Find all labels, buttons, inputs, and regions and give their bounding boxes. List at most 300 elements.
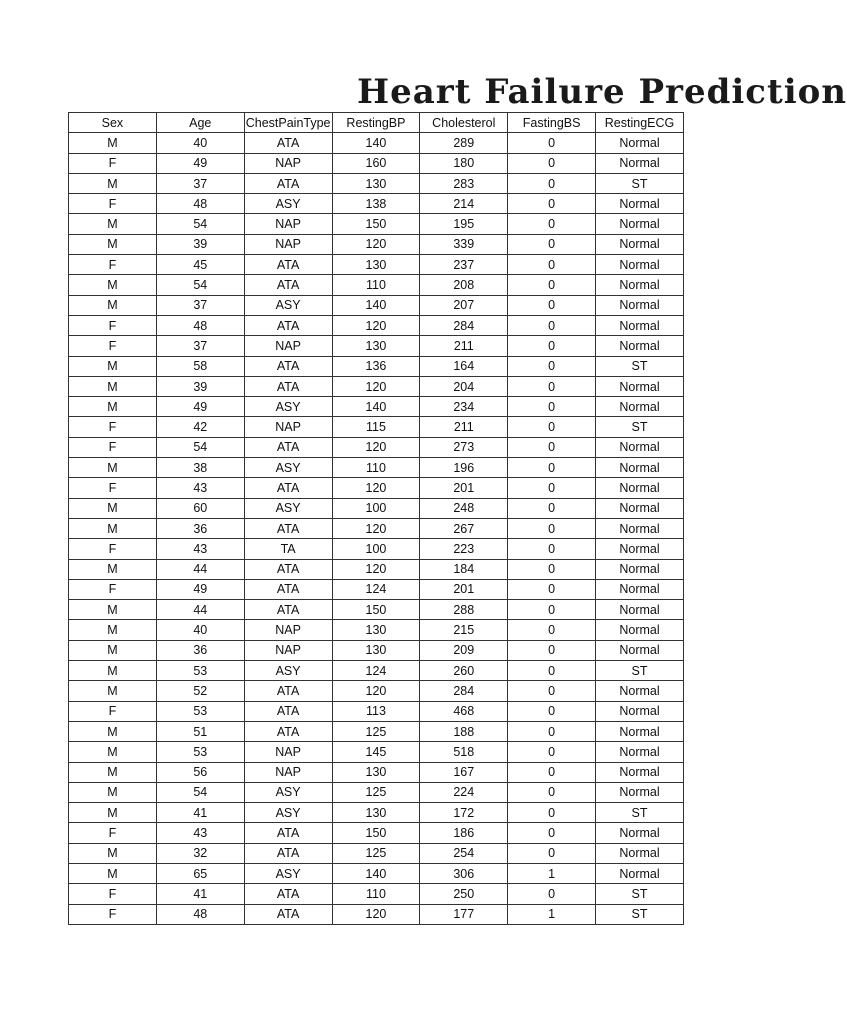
table-cell: 36 bbox=[156, 640, 244, 660]
table-cell: F bbox=[69, 539, 157, 559]
table-cell: 0 bbox=[508, 579, 596, 599]
table-cell: 184 bbox=[420, 559, 508, 579]
table-cell: F bbox=[69, 904, 157, 924]
table-row bbox=[69, 255, 684, 275]
table-cell: ATA bbox=[244, 518, 332, 538]
table-cell: F bbox=[69, 579, 157, 599]
table-row bbox=[69, 315, 684, 335]
table-cell: Normal bbox=[596, 275, 684, 295]
table-cell: 48 bbox=[156, 904, 244, 924]
table-cell: 0 bbox=[508, 782, 596, 802]
table-cell: NAP bbox=[244, 742, 332, 762]
table-row bbox=[69, 803, 684, 823]
table-cell: ASY bbox=[244, 295, 332, 315]
table-cell: 0 bbox=[508, 376, 596, 396]
table-cell: M bbox=[69, 458, 157, 478]
table-cell: 39 bbox=[156, 234, 244, 254]
table-cell: NAP bbox=[244, 762, 332, 782]
table-cell: 254 bbox=[420, 843, 508, 863]
table-row bbox=[69, 376, 684, 396]
table-cell: 164 bbox=[420, 356, 508, 376]
table-cell: Normal bbox=[596, 559, 684, 579]
table-cell: M bbox=[69, 843, 157, 863]
table-cell: NAP bbox=[244, 234, 332, 254]
table-cell: F bbox=[69, 478, 157, 498]
document-title: Heart Failure Prediction bbox=[357, 72, 847, 112]
table-cell: ATA bbox=[244, 376, 332, 396]
table-cell: M bbox=[69, 681, 157, 701]
table-cell: 136 bbox=[332, 356, 420, 376]
table-cell: 41 bbox=[156, 803, 244, 823]
table-cell: F bbox=[69, 417, 157, 437]
table-cell: ATA bbox=[244, 681, 332, 701]
table-row bbox=[69, 397, 684, 417]
table-cell: 0 bbox=[508, 194, 596, 214]
table-cell: 0 bbox=[508, 518, 596, 538]
table-cell: M bbox=[69, 214, 157, 234]
data-table bbox=[68, 112, 684, 925]
table-cell: Normal bbox=[596, 701, 684, 721]
table-cell: ATA bbox=[244, 478, 332, 498]
table-row bbox=[69, 194, 684, 214]
table-cell: 120 bbox=[332, 315, 420, 335]
table-cell: 167 bbox=[420, 762, 508, 782]
table-cell: 0 bbox=[508, 336, 596, 356]
table-cell: 211 bbox=[420, 336, 508, 356]
table-cell: 40 bbox=[156, 133, 244, 153]
table-cell: 115 bbox=[332, 417, 420, 437]
table-row bbox=[69, 600, 684, 620]
table-row bbox=[69, 275, 684, 295]
table-row bbox=[69, 904, 684, 924]
table-cell: M bbox=[69, 133, 157, 153]
table-cell: Normal bbox=[596, 539, 684, 559]
table-cell: 42 bbox=[156, 417, 244, 437]
table-cell: 250 bbox=[420, 884, 508, 904]
table-cell: 234 bbox=[420, 397, 508, 417]
table-cell: Normal bbox=[596, 234, 684, 254]
title-clip bbox=[300, 70, 847, 112]
table-row bbox=[69, 843, 684, 863]
table-cell: ATA bbox=[244, 823, 332, 843]
table-cell: ASY bbox=[244, 782, 332, 802]
table-row bbox=[69, 681, 684, 701]
table-cell: 260 bbox=[420, 661, 508, 681]
table-cell: ATA bbox=[244, 884, 332, 904]
table-cell: NAP bbox=[244, 336, 332, 356]
table-cell: 32 bbox=[156, 843, 244, 863]
table-cell: NAP bbox=[244, 620, 332, 640]
table-cell: 0 bbox=[508, 701, 596, 721]
table-cell: ATA bbox=[244, 275, 332, 295]
table-cell: 0 bbox=[508, 742, 596, 762]
table-cell: 125 bbox=[332, 721, 420, 741]
table-cell: Normal bbox=[596, 762, 684, 782]
table-cell: 140 bbox=[332, 133, 420, 153]
table-row bbox=[69, 559, 684, 579]
table-cell: M bbox=[69, 640, 157, 660]
table-cell: F bbox=[69, 823, 157, 843]
table-cell: 468 bbox=[420, 701, 508, 721]
table-cell: 37 bbox=[156, 295, 244, 315]
table-row bbox=[69, 742, 684, 762]
table-cell: Normal bbox=[596, 133, 684, 153]
table-cell: ATA bbox=[244, 721, 332, 741]
table-cell: 0 bbox=[508, 295, 596, 315]
table-row bbox=[69, 437, 684, 457]
table-row bbox=[69, 762, 684, 782]
table-row bbox=[69, 863, 684, 883]
table-cell: ATA bbox=[244, 356, 332, 376]
table-row bbox=[69, 417, 684, 437]
table-cell: ASY bbox=[244, 194, 332, 214]
table-cell: 267 bbox=[420, 518, 508, 538]
table-cell: M bbox=[69, 762, 157, 782]
table-cell: 0 bbox=[508, 173, 596, 193]
table-row bbox=[69, 620, 684, 640]
table-cell: Normal bbox=[596, 640, 684, 660]
table-cell: Normal bbox=[596, 721, 684, 741]
table-cell: 138 bbox=[332, 194, 420, 214]
table-cell: ATA bbox=[244, 843, 332, 863]
table-row bbox=[69, 234, 684, 254]
table-cell: 209 bbox=[420, 640, 508, 660]
table-cell: ST bbox=[596, 173, 684, 193]
table-cell: 1 bbox=[508, 863, 596, 883]
table-cell: 43 bbox=[156, 823, 244, 843]
table-cell: 177 bbox=[420, 904, 508, 924]
table-cell: 0 bbox=[508, 620, 596, 640]
table-cell: 120 bbox=[332, 376, 420, 396]
table-cell: Normal bbox=[596, 782, 684, 802]
table-cell: Normal bbox=[596, 295, 684, 315]
table-cell: 130 bbox=[332, 762, 420, 782]
table-cell: 150 bbox=[332, 600, 420, 620]
column-header: Sex bbox=[69, 113, 157, 133]
table-cell: M bbox=[69, 559, 157, 579]
table-row bbox=[69, 133, 684, 153]
table-cell: 0 bbox=[508, 823, 596, 843]
table-cell: 125 bbox=[332, 843, 420, 863]
table-cell: 60 bbox=[156, 498, 244, 518]
table-row bbox=[69, 701, 684, 721]
table-cell: 150 bbox=[332, 823, 420, 843]
table-cell: 172 bbox=[420, 803, 508, 823]
table-cell: 124 bbox=[332, 579, 420, 599]
table-cell: F bbox=[69, 194, 157, 214]
table-cell: 196 bbox=[420, 458, 508, 478]
table-cell: ST bbox=[596, 417, 684, 437]
table-cell: NAP bbox=[244, 153, 332, 173]
table-cell: 145 bbox=[332, 742, 420, 762]
table-cell: Normal bbox=[596, 498, 684, 518]
table-cell: 195 bbox=[420, 214, 508, 234]
table-cell: ST bbox=[596, 803, 684, 823]
table-cell: 43 bbox=[156, 478, 244, 498]
table-cell: 0 bbox=[508, 539, 596, 559]
table-cell: 0 bbox=[508, 458, 596, 478]
table-cell: 130 bbox=[332, 336, 420, 356]
table-cell: Normal bbox=[596, 478, 684, 498]
table-cell: 120 bbox=[332, 904, 420, 924]
table-cell: 288 bbox=[420, 600, 508, 620]
table-cell: F bbox=[69, 884, 157, 904]
table-row bbox=[69, 295, 684, 315]
table-cell: 1 bbox=[508, 904, 596, 924]
table-cell: M bbox=[69, 376, 157, 396]
table-cell: 273 bbox=[420, 437, 508, 457]
table-cell: F bbox=[69, 336, 157, 356]
table-cell: 289 bbox=[420, 133, 508, 153]
table-cell: Normal bbox=[596, 843, 684, 863]
table-cell: 45 bbox=[156, 255, 244, 275]
table-row bbox=[69, 336, 684, 356]
table-cell: M bbox=[69, 661, 157, 681]
table-cell: 339 bbox=[420, 234, 508, 254]
column-header: FastingBS bbox=[508, 113, 596, 133]
table-cell: 214 bbox=[420, 194, 508, 214]
table-cell: 56 bbox=[156, 762, 244, 782]
table-cell: M bbox=[69, 234, 157, 254]
table-cell: ASY bbox=[244, 498, 332, 518]
header-row bbox=[69, 113, 684, 133]
table-cell: 125 bbox=[332, 782, 420, 802]
table-cell: 518 bbox=[420, 742, 508, 762]
table-cell: 284 bbox=[420, 315, 508, 335]
column-header: RestingECG bbox=[596, 113, 684, 133]
table-row bbox=[69, 579, 684, 599]
table-cell: 0 bbox=[508, 843, 596, 863]
table-cell: 0 bbox=[508, 884, 596, 904]
table-cell: 201 bbox=[420, 478, 508, 498]
table-cell: 0 bbox=[508, 498, 596, 518]
table-cell: 0 bbox=[508, 681, 596, 701]
table-cell: 208 bbox=[420, 275, 508, 295]
table-cell: 0 bbox=[508, 762, 596, 782]
table-cell: 215 bbox=[420, 620, 508, 640]
table-cell: 140 bbox=[332, 863, 420, 883]
table-cell: 0 bbox=[508, 153, 596, 173]
table-cell: 54 bbox=[156, 437, 244, 457]
table-cell: 0 bbox=[508, 600, 596, 620]
table-cell: ST bbox=[596, 661, 684, 681]
table-cell: 0 bbox=[508, 640, 596, 660]
table-row bbox=[69, 214, 684, 234]
table-cell: 0 bbox=[508, 315, 596, 335]
table-cell: 284 bbox=[420, 681, 508, 701]
table-cell: 0 bbox=[508, 661, 596, 681]
table-cell: ASY bbox=[244, 863, 332, 883]
table-cell: 0 bbox=[508, 214, 596, 234]
table-cell: 0 bbox=[508, 437, 596, 457]
table-cell: F bbox=[69, 701, 157, 721]
table-cell: 53 bbox=[156, 701, 244, 721]
table-cell: 130 bbox=[332, 620, 420, 640]
table-cell: 40 bbox=[156, 620, 244, 640]
table-cell: Normal bbox=[596, 255, 684, 275]
table-cell: 54 bbox=[156, 275, 244, 295]
table-row bbox=[69, 498, 684, 518]
table-cell: 130 bbox=[332, 640, 420, 660]
table-cell: 113 bbox=[332, 701, 420, 721]
table-cell: 211 bbox=[420, 417, 508, 437]
table-cell: 49 bbox=[156, 153, 244, 173]
table-cell: Normal bbox=[596, 600, 684, 620]
column-header: Age bbox=[156, 113, 244, 133]
table-cell: M bbox=[69, 803, 157, 823]
table-cell: ASY bbox=[244, 661, 332, 681]
table-cell: 201 bbox=[420, 579, 508, 599]
table-cell: ST bbox=[596, 904, 684, 924]
table-cell: 248 bbox=[420, 498, 508, 518]
table-row bbox=[69, 478, 684, 498]
table-row bbox=[69, 721, 684, 741]
table-cell: 49 bbox=[156, 579, 244, 599]
table-cell: NAP bbox=[244, 214, 332, 234]
table-cell: M bbox=[69, 518, 157, 538]
column-header: ChestPainType bbox=[244, 113, 332, 133]
table-row bbox=[69, 640, 684, 660]
table-cell: M bbox=[69, 721, 157, 741]
table-cell: F bbox=[69, 153, 157, 173]
table-cell: M bbox=[69, 498, 157, 518]
table-cell: Normal bbox=[596, 315, 684, 335]
table-cell: ATA bbox=[244, 173, 332, 193]
table-cell: ATA bbox=[244, 904, 332, 924]
table-cell: 130 bbox=[332, 255, 420, 275]
table-cell: 120 bbox=[332, 559, 420, 579]
table-cell: 44 bbox=[156, 600, 244, 620]
table-cell: Normal bbox=[596, 518, 684, 538]
table-cell: 58 bbox=[156, 356, 244, 376]
table-cell: 0 bbox=[508, 275, 596, 295]
table-cell: 204 bbox=[420, 376, 508, 396]
table-row bbox=[69, 884, 684, 904]
table-row bbox=[69, 539, 684, 559]
table-cell: 188 bbox=[420, 721, 508, 741]
table-cell: 186 bbox=[420, 823, 508, 843]
table-row bbox=[69, 173, 684, 193]
table-cell: 223 bbox=[420, 539, 508, 559]
table-cell: 124 bbox=[332, 661, 420, 681]
table-body bbox=[69, 133, 684, 925]
table-cell: 0 bbox=[508, 478, 596, 498]
table-cell: 54 bbox=[156, 782, 244, 802]
table-cell: ATA bbox=[244, 600, 332, 620]
table-cell: ATA bbox=[244, 701, 332, 721]
table-cell: ASY bbox=[244, 458, 332, 478]
table-cell: 51 bbox=[156, 721, 244, 741]
table-cell: M bbox=[69, 275, 157, 295]
table-cell: Normal bbox=[596, 863, 684, 883]
table-cell: 120 bbox=[332, 478, 420, 498]
table-cell: ST bbox=[596, 884, 684, 904]
table-cell: M bbox=[69, 620, 157, 640]
table-cell: 180 bbox=[420, 153, 508, 173]
table-cell: Normal bbox=[596, 742, 684, 762]
table-cell: ATA bbox=[244, 315, 332, 335]
table-cell: 0 bbox=[508, 356, 596, 376]
table-cell: M bbox=[69, 863, 157, 883]
table-cell: 0 bbox=[508, 417, 596, 437]
table-cell: NAP bbox=[244, 417, 332, 437]
table-cell: 52 bbox=[156, 681, 244, 701]
table-cell: 49 bbox=[156, 397, 244, 417]
table-cell: TA bbox=[244, 539, 332, 559]
column-header: RestingBP bbox=[332, 113, 420, 133]
table-cell: Normal bbox=[596, 376, 684, 396]
table-cell: 43 bbox=[156, 539, 244, 559]
table-cell: ATA bbox=[244, 559, 332, 579]
table-cell: ATA bbox=[244, 255, 332, 275]
table-cell: M bbox=[69, 782, 157, 802]
table-cell: Normal bbox=[596, 620, 684, 640]
column-header: Cholesterol bbox=[420, 113, 508, 133]
table-cell: ASY bbox=[244, 397, 332, 417]
table-cell: 37 bbox=[156, 173, 244, 193]
table-cell: 53 bbox=[156, 661, 244, 681]
table-cell: 140 bbox=[332, 295, 420, 315]
table-cell: 306 bbox=[420, 863, 508, 883]
table-cell: Normal bbox=[596, 823, 684, 843]
table-cell: 110 bbox=[332, 458, 420, 478]
table-cell: 140 bbox=[332, 397, 420, 417]
table-cell: Normal bbox=[596, 681, 684, 701]
table-cell: M bbox=[69, 173, 157, 193]
table-cell: 100 bbox=[332, 498, 420, 518]
table-cell: 54 bbox=[156, 214, 244, 234]
table-cell: M bbox=[69, 397, 157, 417]
table-row bbox=[69, 458, 684, 478]
table-cell: 37 bbox=[156, 336, 244, 356]
table-row bbox=[69, 782, 684, 802]
table-cell: 120 bbox=[332, 437, 420, 457]
table-cell: 0 bbox=[508, 234, 596, 254]
table-cell: 44 bbox=[156, 559, 244, 579]
table-cell: 120 bbox=[332, 518, 420, 538]
table-cell: M bbox=[69, 742, 157, 762]
table-cell: 41 bbox=[156, 884, 244, 904]
table-row bbox=[69, 661, 684, 681]
table-cell: NAP bbox=[244, 640, 332, 660]
table-cell: 0 bbox=[508, 559, 596, 579]
table-cell: Normal bbox=[596, 397, 684, 417]
table-cell: ASY bbox=[244, 803, 332, 823]
table-cell: 36 bbox=[156, 518, 244, 538]
table-cell: 130 bbox=[332, 803, 420, 823]
table-cell: M bbox=[69, 356, 157, 376]
table-cell: 0 bbox=[508, 133, 596, 153]
table-cell: 48 bbox=[156, 194, 244, 214]
table-cell: 53 bbox=[156, 742, 244, 762]
table-cell: Normal bbox=[596, 214, 684, 234]
table-cell: 0 bbox=[508, 721, 596, 741]
table-cell: Normal bbox=[596, 194, 684, 214]
table-row bbox=[69, 823, 684, 843]
table-cell: F bbox=[69, 255, 157, 275]
table-cell: 207 bbox=[420, 295, 508, 315]
table-cell: 130 bbox=[332, 173, 420, 193]
table-cell: 120 bbox=[332, 681, 420, 701]
table-cell: 65 bbox=[156, 863, 244, 883]
table-row bbox=[69, 518, 684, 538]
table-cell: 39 bbox=[156, 376, 244, 396]
table-row bbox=[69, 356, 684, 376]
table-cell: Normal bbox=[596, 437, 684, 457]
table-cell: 110 bbox=[332, 884, 420, 904]
table-cell: 0 bbox=[508, 803, 596, 823]
table-cell: F bbox=[69, 437, 157, 457]
